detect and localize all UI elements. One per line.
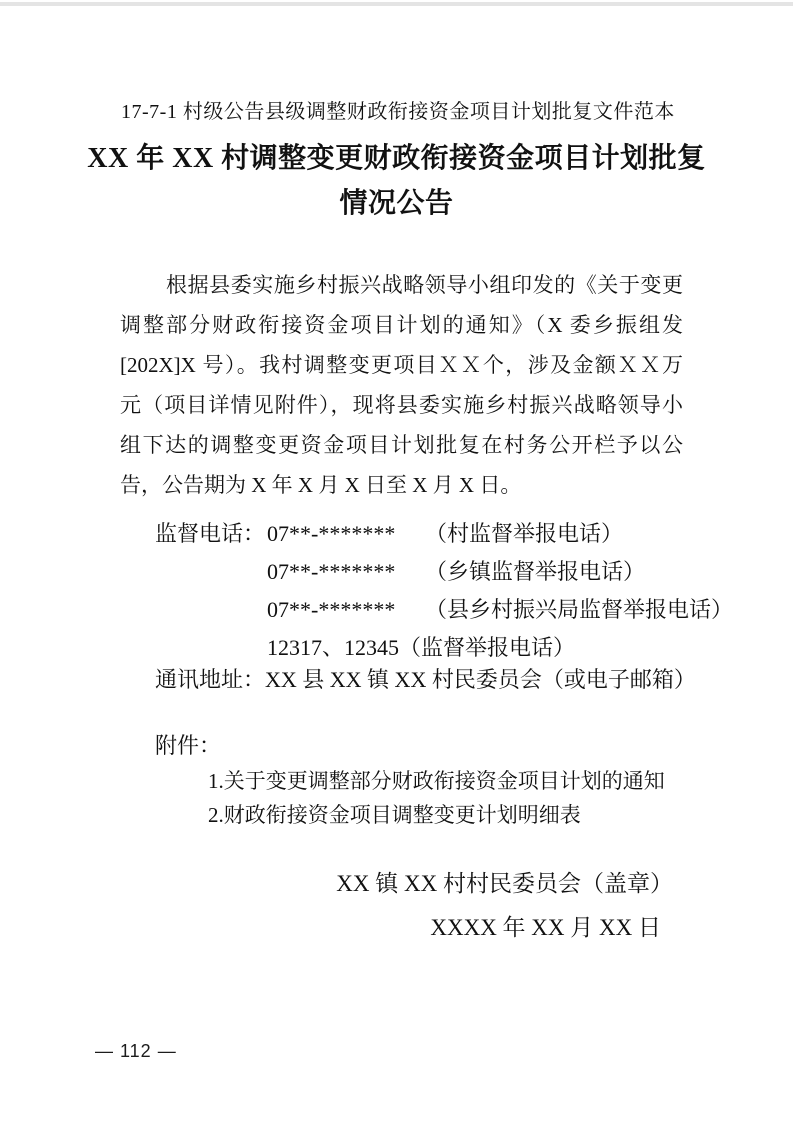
body-line: 组下达的调整变更资金项目计划批复在村务公开栏予以公 (120, 433, 683, 457)
supervision-phones (120, 515, 734, 667)
indent-spacer (120, 591, 267, 629)
doc-title (80, 136, 713, 226)
phone-note: （县乡村振兴局监督举报电话） (425, 597, 734, 622)
body-line: 调整部分财政衔接资金项目计划的通知》（X 委乡振组发 (120, 313, 683, 337)
attachments-section (120, 728, 683, 832)
phone-number: 07**-******* (267, 559, 396, 584)
phone-number: 07**-******* (267, 597, 396, 622)
body-line: 根据县委实施乡村振兴战略领导小组印发的《关于变更 (166, 273, 683, 297)
signature-committee: XX 镇 XX 村村民委员会（盖章） (336, 871, 673, 896)
attachment-item: 2.财政衔接资金项目调整变更计划明细表 (208, 803, 581, 827)
supervision-label: 监督电话： (155, 521, 266, 546)
mailing-address: 通讯地址：XX 县 XX 镇 XX 村民委员会（或电子邮箱） (155, 667, 696, 692)
supervision-row (120, 515, 683, 553)
indent-spacer (120, 553, 267, 591)
attachments-label: 附件： (155, 733, 222, 758)
doc-title-line-2: 情况公告 (339, 188, 454, 219)
phone-note: （乡镇监督举报电话） (425, 559, 646, 584)
scan-edge-artifact (0, 2, 793, 6)
signature-block (120, 868, 683, 944)
body-line: 告，公告期为 X 年 X 月 X 日至 X 月 X 日。 (120, 473, 522, 497)
phone-number: 07**-******* (267, 521, 396, 546)
hotline-numbers: 12317、12345（监督举报电话） (267, 635, 576, 660)
signature-date: XXXX 年 XX 月 XX 日 (430, 915, 661, 940)
doc-template-label: 17-7-1 村级公告县级调整财政衔接资金项目计划批复文件范本 (121, 101, 675, 123)
supervision-row (120, 553, 683, 591)
body-line: 元（项目详情见附件），现将县委实施乡村振兴战略领导小 (120, 393, 683, 417)
doc-title-line-1: XX 年 XX 村调整变更财政衔接资金项目计划批复 (87, 143, 706, 174)
phone-note: （村监督举报电话） (425, 521, 624, 546)
supervision-row (120, 591, 734, 629)
body-paragraph (120, 265, 683, 505)
attachment-item: 1.关于变更调整部分财政衔接资金项目计划的通知 (208, 769, 665, 793)
page-number: — 112 — (95, 1041, 177, 1061)
body-line: [202X]X 号）。我村调整变更项目ＸＸ个，涉及金额ＸＸ万 (120, 353, 683, 377)
